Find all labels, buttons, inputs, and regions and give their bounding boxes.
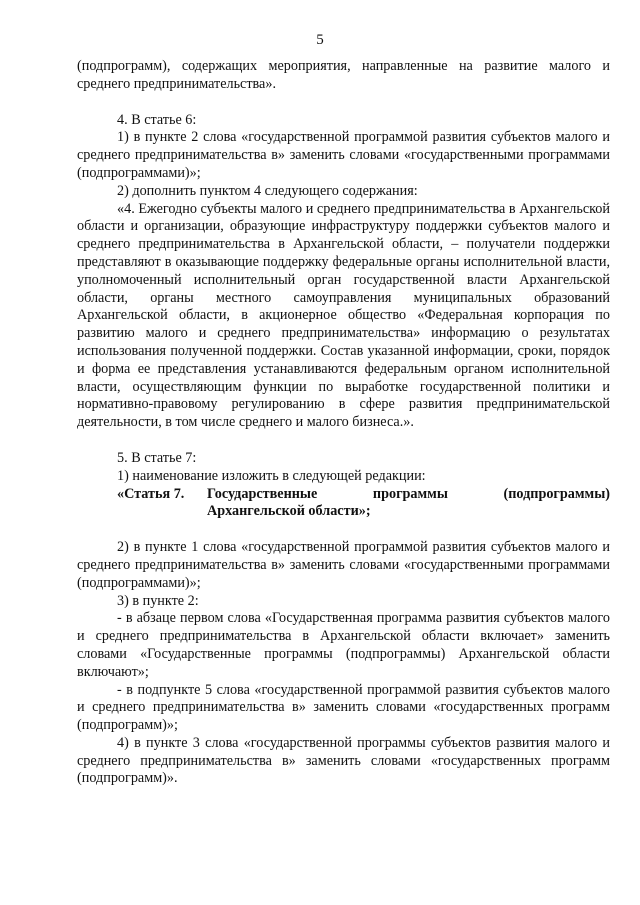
article-7-title-line-2: Архангельской области»;	[207, 503, 371, 520]
page-number: 5	[316, 32, 324, 48]
article-7-label: «Статья 7.	[117, 485, 185, 502]
article-7-title	[77, 486, 610, 522]
section-4-heading: 4. В статье 6:	[117, 111, 197, 128]
section-5-item-4: 4) в пункте 3 слова «государственной программы субъектов развития малого и среднего предпринимательства в» заменить словами «государственных программ (подпрограмм)».	[77, 734, 610, 787]
section-4-item-2: 2) дополнить пунктом 4 следующего содержания:	[117, 182, 418, 199]
document-body	[77, 58, 610, 788]
paragraph-intro: (подпрограмм), содержащих мероприятия, направленные на развитие малого и среднего предпринимательства».	[77, 58, 610, 92]
article-7-title-line-1: Государственные программы (подпрограммы)	[207, 485, 610, 502]
section-5-item-3: 3) в пункте 2:	[117, 592, 199, 609]
section-5-heading: 5. В статье 7:	[117, 449, 197, 466]
section-5-item-1: 1) наименование изложить в следующей редакции:	[117, 467, 426, 484]
section-5-item-2: 2) в пункте 1 слова «государственной программой развития субъектов малого и среднего предпринимательства в» заменить словами «государственными программами (подпрограммами)»;	[77, 539, 610, 591]
section-5-item-3b: - в подпункте 5 слова «государственной программой развития субъектов малого и среднего предпринимательства в» заменить словами «государственных программ (подпрограмм)»;	[77, 681, 610, 734]
section-4-quote: «4. Ежегодно субъекты малого и среднего предпринимательства в Архангельской области и организации, образующие инфраструктуру поддержки субъектов малого и среднего предпринимательства в Архангельской области, – получатели поддержки представляют в оказывающие поддержку федеральные органы исполнительной власти, уполномоченный исполнительный орган государственной власти Архангельской области, органы местного самоуправления муниципальных образований Архангельской области, в акционерное общество «Федеральная корпорация по развитию малого и среднего предпринимательства» информацию о результатах использования полученной поддержки. Состав указанной информации, сроки, порядок и форма ее представления устанавливаются федеральным органом исполнительной власти, осуществляющим функции по выработке государственной политики и нормативно-правовому регулированию в сфере развития предпринимательской деятельности, в том числе среднего и малого бизнеса.».	[77, 200, 610, 431]
section-4-item-1: 1) в пункте 2 слова «государственной программой развития субъектов малого и среднего предпринимательства в» заменить словами «государственными программами (подпрограммами)»;	[77, 129, 610, 181]
section-5-item-3a: - в абзаце первом слова «Государственная программа развития субъектов малого и среднего предпринимательства в Архангельской области включает» заменить словами «Государственные программы (подпрограммы) Архангельской области включают»;	[77, 610, 610, 680]
